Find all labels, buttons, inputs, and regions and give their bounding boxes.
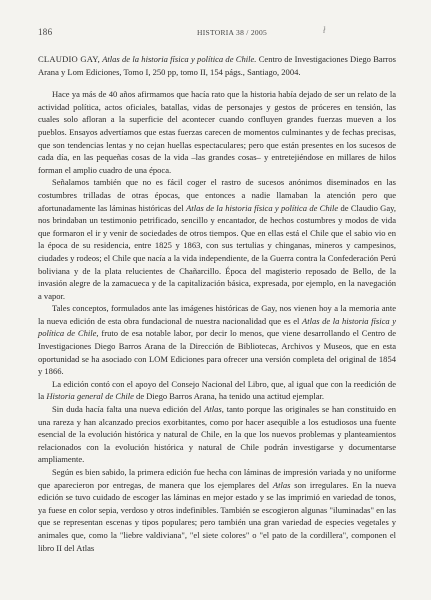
- body-paragraph: [38, 88, 396, 176]
- body-paragraph: [38, 176, 396, 302]
- italic-title: Atlas de la historia física y política de Chile: [38, 315, 397, 339]
- paragraph-text: Hace ya más de 40 años afirmamos que hacía rato que la historia había dejado de ser un relato de la actividad política, actos oficiales, batallas, vidas de personajes y gestos de próceres en tensión, las cuales solo afloran a la superficie del acontecer cuando confluyen grandes fuerzas mueven a los pueblos. Ensayos advertíamos que estas fuerzas carecen de momentos culminantes y de fechas precisas, que son tendencias lentas y no cejan huellas espectaculares; pero que están presentes en los sucesos de cada día, en las pequeñas cosas de la vida –las grandes cosas– y entretejiéndose en millares de hilos forman el amplio cuadro de una época.: [38, 89, 396, 175]
- paragraph-text: , fruto de esa notable labor, por decir lo menos, que viene desarrollando el Centro de Investigaciones Diego Barros Arana de la Dirección de Bibliotecas, Archivos y Museos, que en esta oportunidad se ha asociado con LOM Ediciones para ofrecer una versión completa del original de 1854 y 1866.: [38, 328, 396, 377]
- reference-author: CLAUDIO GAY,: [38, 54, 100, 64]
- italic-title: Atlas de la historia física y política de Chile: [186, 202, 339, 213]
- library-stamp: [323, 26, 423, 38]
- running-header: [38, 27, 399, 41]
- italic-title: Atlas: [204, 404, 222, 415]
- italic-title: Atlas: [272, 479, 291, 490]
- body-paragraph: [38, 403, 396, 466]
- body-paragraph: [38, 378, 396, 403]
- paragraph-list: [38, 88, 396, 554]
- paragraph-text: Tales conceptos, formulados ante las imágenes históricas de Gay, nos vienen hoy a la memoria ante la nueva edición de esta obra fundacional de nuestra nacionalidad que es el: [38, 303, 396, 326]
- bibliographic-reference: [38, 53, 396, 78]
- reference-title: Atlas de la historia física y política de Chile.: [102, 54, 257, 64]
- paragraph-text: Según es bien sabido, la primera edición fue hecha con láminas de impresión variada y no uniforme que aparecieron por entregas, de manera que los ejemplares del: [38, 467, 396, 490]
- paragraph-text: Señalamos también que no es fácil coger el rastro de sucesos anónimos diseminados en las costumbres trilladas de otras épocas, que entonces a nadie llamaban la atención pero que afortunadamente las láminas históricas del: [38, 177, 396, 213]
- paragraph-text: son irregulares. En la nueva edición se tuvo cuidado de escoger las láminas en mejor estado y se las imprimió en variedad de tonos, ya fuese en color sepia, verdoso y otros indefinibles. También se escogieron algunas "iluminadas" en las que se representan escenas y tipos populares; pero también una gran variedad de especies vegetales y animales que, como la "liebre valdiviana", "el siete colores" o "el pato de la cordillera", componen el libro II del Atlas: [38, 479, 396, 553]
- paragraph-text: de Diego Barros Arana, ha tenido una actitud ejemplar.: [133, 391, 325, 402]
- stamp-text: ł: [323, 26, 327, 35]
- paragraph-text: de Claudio Gay, nos brindaban un testimonio petrificado, sencillo y encantador, de hechos costumbres y modos de vida que formaron el ir y venir de sociedades de otros tiempos. Que en ellas está el Chile que el sabio vio en la época de su residencia, entre 1825 y 1863, con sus tertulias y chinganas, mineros y campesinos, ciudades y rodeos; el Chile que nacía a la vida independiente, de la Guerra contra la Confederación Perú boliviana y de la plata relucientes de Chañarcillo. Época del magisterio reposado de Bello, de la invasión alegre de la zamacueca y de la capitalización básica, expresada, por ejemplo, en la navegación a vapor.: [38, 202, 396, 301]
- body-paragraph: [38, 302, 396, 378]
- running-title: HISTORIA 38 / 2005: [197, 28, 268, 37]
- page-number: 186: [38, 27, 53, 37]
- body-paragraph: [38, 466, 396, 554]
- review-body: [38, 53, 396, 554]
- reference-details: Centro de Investigaciones Diego Barros Arana y Lom Ediciones, Tomo I, 250 pp, tomo II, 154 págs., Santiago, 2004.: [38, 54, 396, 77]
- paragraph-text: , tanto porque las originales se han constituido en una rareza y han alcanzado precios exorbitantes, como por hacer asequible a los estudiosos una fuente esencial de la evolución histórica y natural de Chile, en la que los nuevos problemas y planteamientos relacionados con la evolución histórica y natural de Chile podrán investigarse y documentarse ampliamente.: [38, 404, 397, 465]
- italic-title: Historia general de Chile: [46, 391, 134, 402]
- paragraph-text: Sin duda hacía falta una nueva edición del: [52, 404, 205, 415]
- paragraph-text: La edición contó con el apoyo del Consejo Nacional del Libro, que, al igual que con la reedición de la: [38, 378, 396, 402]
